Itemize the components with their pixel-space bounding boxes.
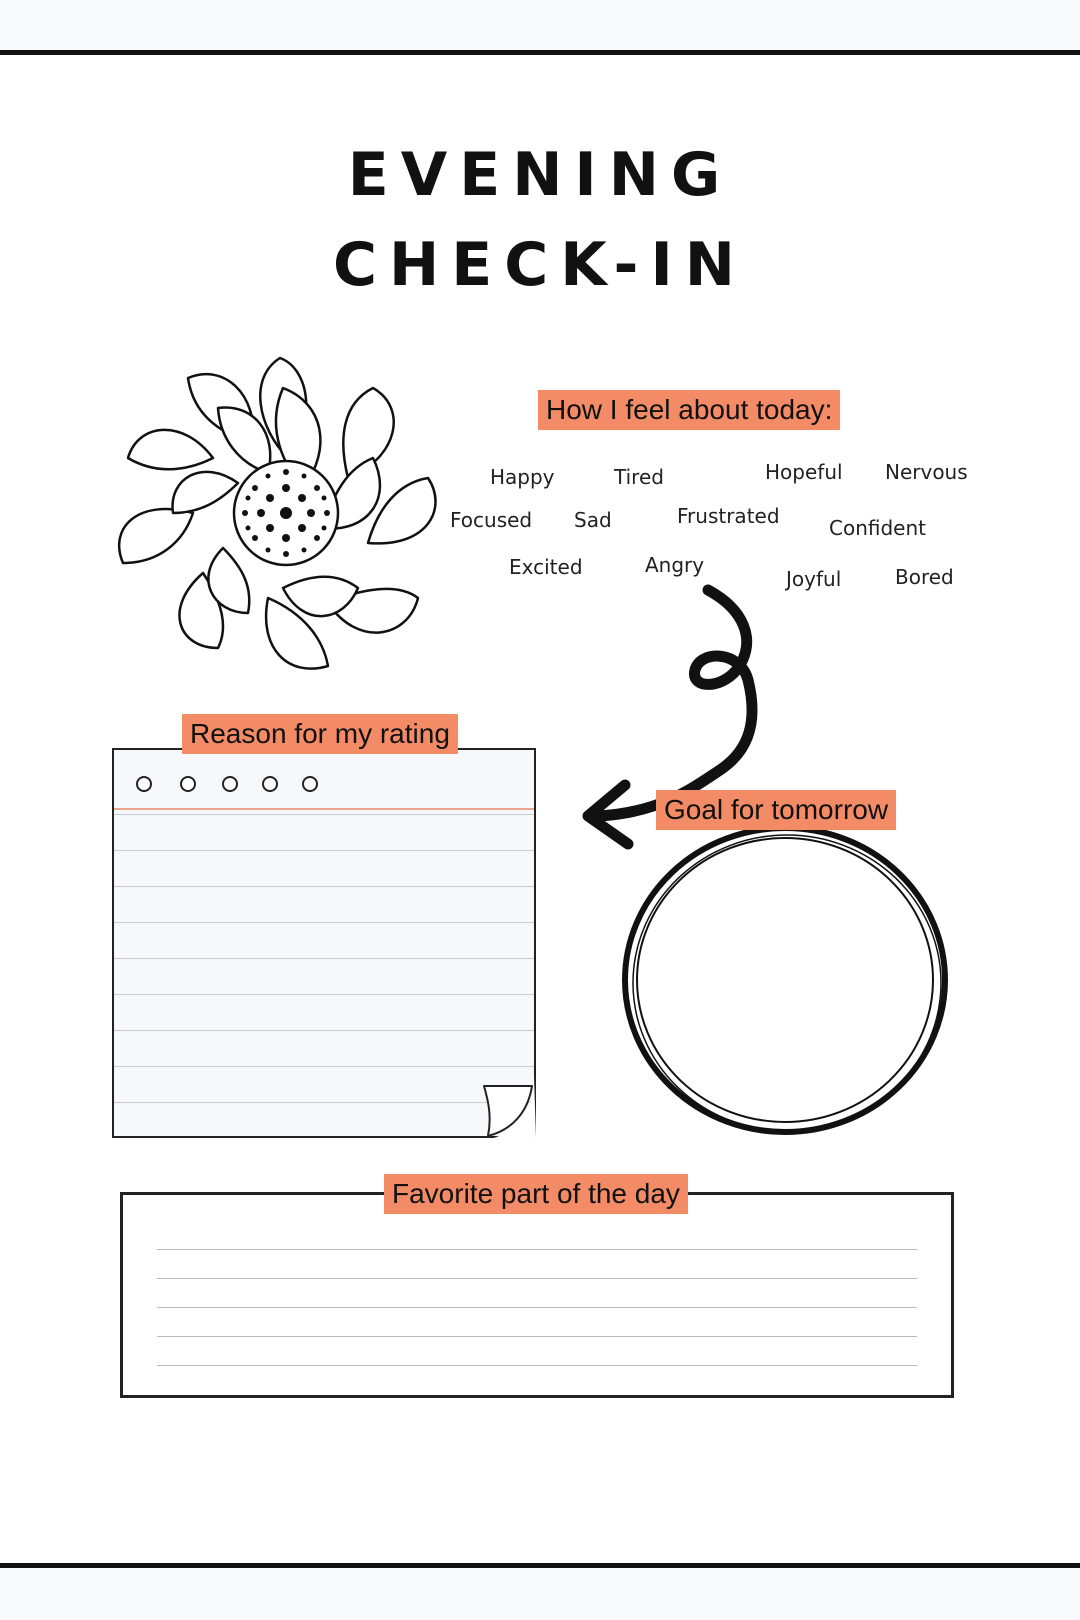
notepad-line: [114, 958, 534, 959]
notepad-line: [114, 1030, 534, 1031]
goal-section-label: Goal for tomorrow: [656, 790, 896, 830]
notepad-line: [114, 994, 534, 995]
notepad-line: [114, 886, 534, 887]
page-title-line2: CHECK-IN: [333, 230, 747, 300]
page-curl-icon: [484, 1076, 536, 1138]
notepad-line: [114, 850, 534, 851]
mood-frustrated: Frustrated: [677, 504, 780, 528]
goal-circle[interactable]: [610, 820, 960, 1160]
favorite-box[interactable]: [120, 1192, 954, 1398]
reason-notepad[interactable]: [112, 748, 536, 1138]
notepad-margin-line: [114, 808, 534, 810]
notepad-line: [114, 814, 534, 815]
mood-happy: Happy: [490, 465, 555, 489]
writing-line: [157, 1249, 917, 1250]
page-title-line1: EVENING: [347, 140, 733, 210]
feel-section-label: How I feel about today:: [538, 390, 840, 430]
mood-hopeful: Hopeful: [765, 460, 843, 484]
mood-nervous: Nervous: [885, 460, 968, 484]
mood-joyful: Joyful: [786, 567, 842, 591]
notepad-line: [114, 1066, 534, 1067]
notepad-hole: [262, 776, 278, 792]
notepad-hole: [222, 776, 238, 792]
favorite-section-label: Favorite part of the day: [384, 1174, 688, 1214]
reason-section-label: Reason for my rating: [182, 714, 458, 754]
notepad-hole: [302, 776, 318, 792]
notepad-hole: [136, 776, 152, 792]
notepad-hole: [180, 776, 196, 792]
writing-line: [157, 1336, 917, 1337]
notepad-line: [114, 1102, 534, 1103]
mood-excited: Excited: [509, 555, 583, 579]
mood-sad: Sad: [574, 508, 612, 532]
mood-confident: Confident: [829, 516, 926, 540]
mood-tired: Tired: [614, 465, 664, 489]
writing-line: [157, 1365, 917, 1366]
mood-focused: Focused: [450, 508, 533, 532]
writing-line: [157, 1278, 917, 1279]
notepad-line: [114, 922, 534, 923]
flower-illustration: [108, 348, 453, 678]
writing-line: [157, 1307, 917, 1308]
mood-angry: Angry: [645, 553, 705, 577]
mood-bored: Bored: [895, 565, 954, 589]
